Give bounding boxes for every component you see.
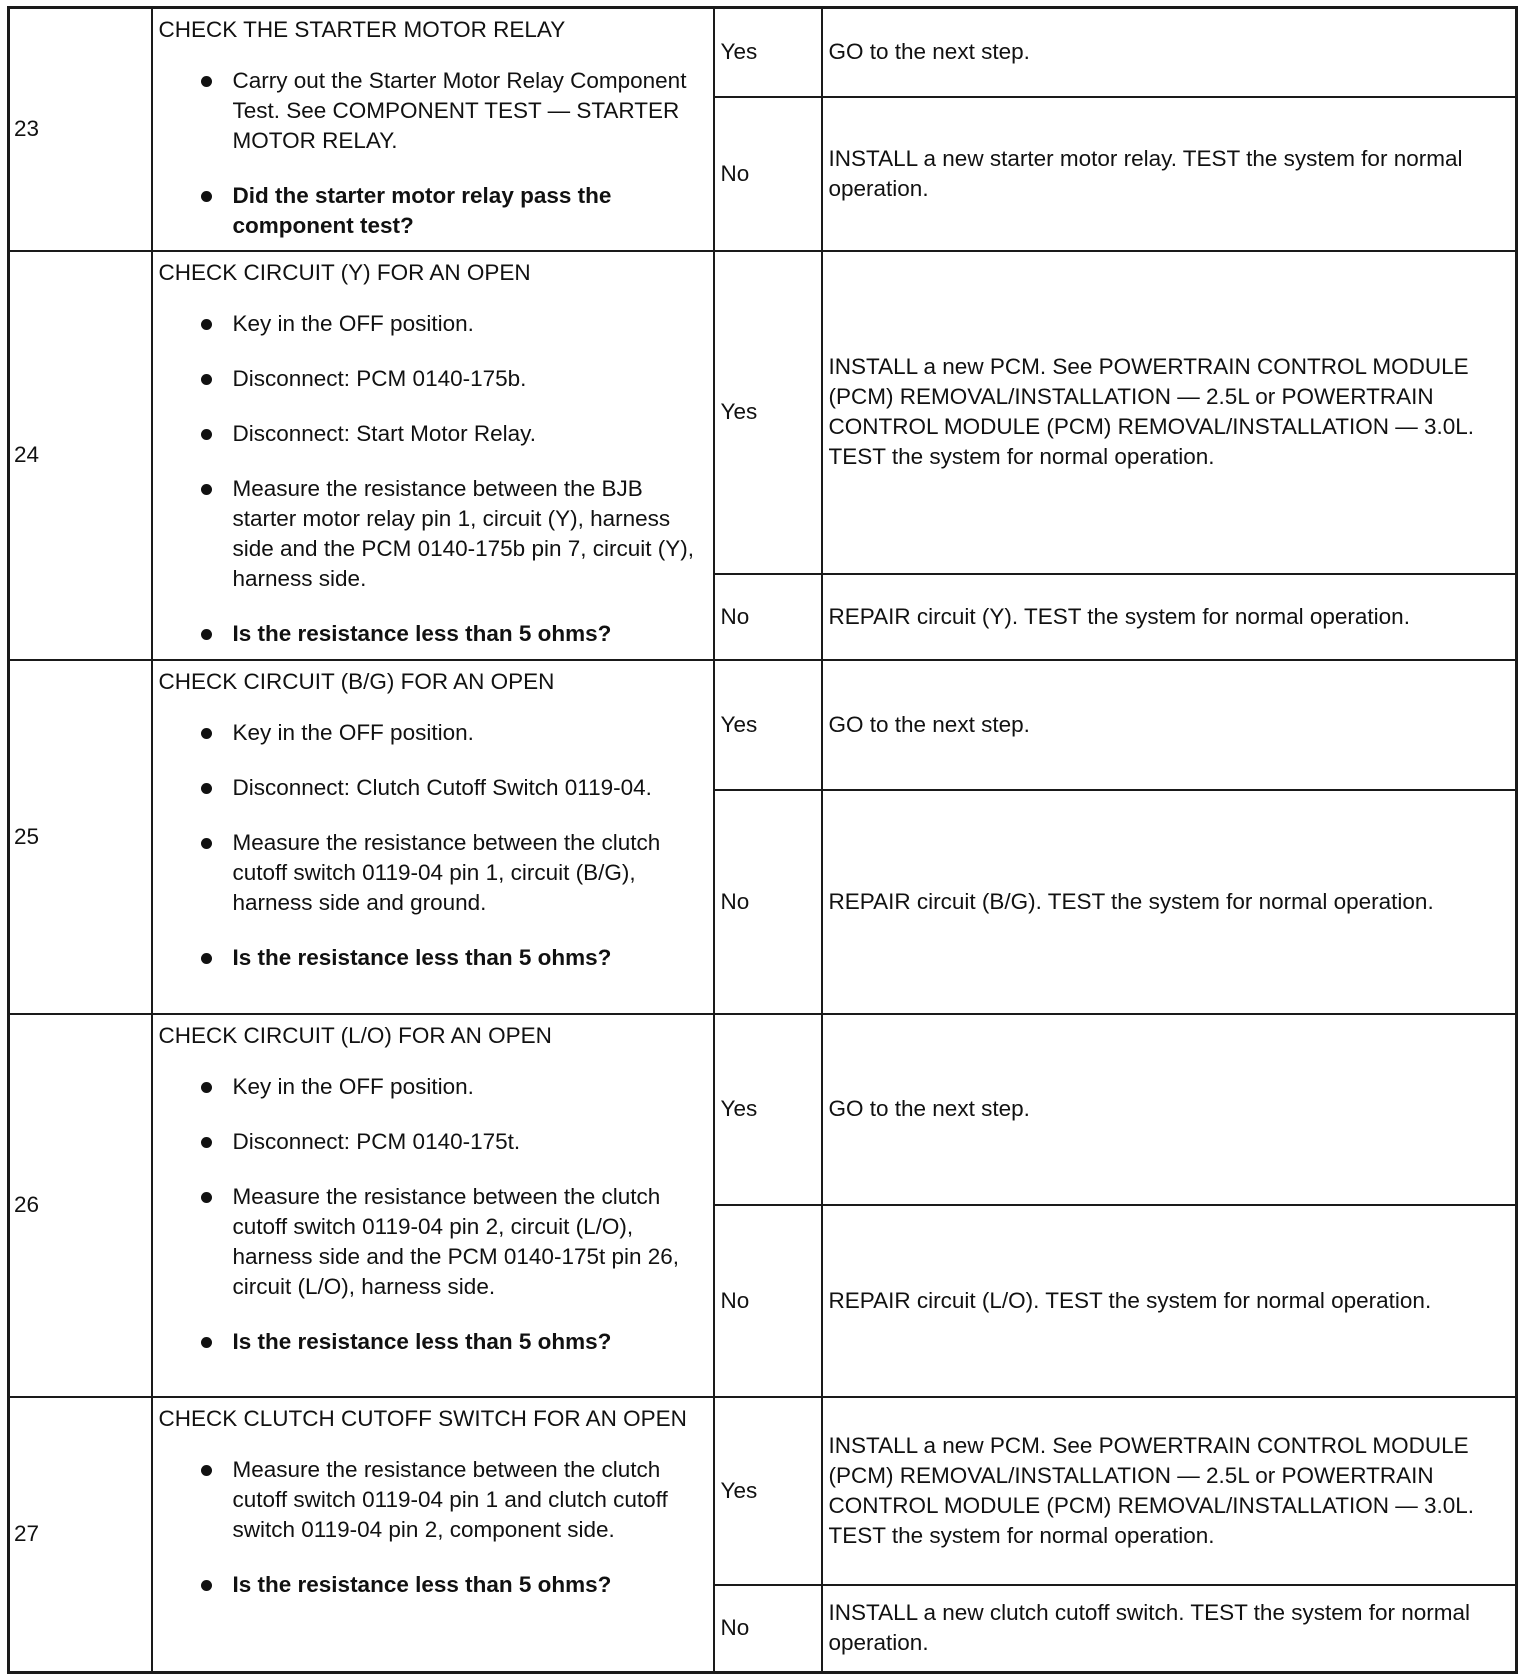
action-item: Measure the resistance between the clutch cutoff switch 0119-04 pin 1 and clutch cutoff switch 0119-04 pin 2, component side. <box>233 1455 707 1545</box>
action-item: Key in the OFF position. <box>233 309 707 339</box>
action-list <box>159 1455 707 1600</box>
result-no-action: REPAIR circuit (Y). TEST the system for normal operation. <box>822 574 1517 660</box>
result-no-action: INSTALL a new starter motor relay. TEST the system for normal operation. <box>822 97 1517 251</box>
step-action-cell <box>152 1014 714 1397</box>
result-no-action: REPAIR circuit (L/O). TEST the system for normal operation. <box>822 1205 1517 1397</box>
action-item: Disconnect: Clutch Cutoff Switch 0119-04. <box>233 773 707 803</box>
step-number: 23 <box>9 8 152 251</box>
action-item: Carry out the Starter Motor Relay Component Test. See COMPONENT TEST — STARTER MOTOR RELAY. <box>233 66 707 156</box>
step-question: Is the resistance less than 5 ohms? <box>233 1570 707 1600</box>
step-row-24-yes <box>9 251 1517 574</box>
result-yes-label: Yes <box>714 1014 822 1205</box>
step-question: Is the resistance less than 5 ohms? <box>233 943 707 973</box>
result-yes-label: Yes <box>714 1397 822 1585</box>
step-number: 24 <box>9 251 152 660</box>
action-item: Disconnect: Start Motor Relay. <box>233 419 707 449</box>
step-action-cell <box>152 8 714 251</box>
step-title: CHECK CLUTCH CUTOFF SWITCH FOR AN OPEN <box>158 1405 687 1431</box>
result-no-action: INSTALL a new clutch cutoff switch. TEST the system for normal operation. <box>822 1585 1517 1673</box>
step-number: 25 <box>9 660 152 1014</box>
step-row-23-yes <box>9 8 1517 97</box>
step-title: CHECK CIRCUIT (Y) FOR AN OPEN <box>158 259 531 285</box>
step-title: CHECK THE STARTER MOTOR RELAY <box>158 17 566 42</box>
action-list <box>159 718 707 973</box>
step-question: Did the starter motor relay pass the component test? <box>233 181 707 241</box>
action-item: Measure the resistance between the clutch cutoff switch 0119-04 pin 2, circuit (L/O), harness side and the PCM 0140-175t pin 26, circuit (L/O), harness side. <box>233 1182 707 1302</box>
action-item: Disconnect: PCM 0140-175b. <box>233 364 707 394</box>
action-item: Measure the resistance between the BJB starter motor relay pin 1, circuit (Y), harness side and the PCM 0140-175b pin 7, circuit (Y), harness side. <box>233 474 707 594</box>
result-no-label: No <box>714 790 822 1014</box>
step-row-25-yes <box>9 660 1517 790</box>
action-list <box>159 1072 707 1357</box>
result-yes-action: GO to the next step. <box>822 1014 1517 1205</box>
result-no-label: No <box>714 1205 822 1397</box>
step-title: CHECK CIRCUIT (L/O) FOR AN OPEN <box>158 1022 552 1048</box>
result-yes-label: Yes <box>714 660 822 790</box>
step-action-cell <box>152 251 714 660</box>
result-yes-action: INSTALL a new PCM. See POWERTRAIN CONTROL MODULE (PCM) REMOVAL/INSTALLATION — 2.5L or POWERTRAIN CONTROL MODULE (PCM) REMOVAL/INSTALLATION — 3.0L. TEST the system for normal operation. <box>822 1397 1517 1585</box>
result-no-label: No <box>714 1585 822 1673</box>
step-number: 27 <box>9 1397 152 1673</box>
result-no-label: No <box>714 574 822 660</box>
result-yes-label: Yes <box>714 251 822 574</box>
step-question: Is the resistance less than 5 ohms? <box>233 619 707 649</box>
step-title: CHECK CIRCUIT (B/G) FOR AN OPEN <box>158 668 555 694</box>
step-action-cell <box>152 1397 714 1673</box>
diagnostic-steps-table <box>7 6 1518 1674</box>
step-row-27-yes <box>9 1397 1517 1585</box>
step-number: 26 <box>9 1014 152 1397</box>
step-question: Is the resistance less than 5 ohms? <box>233 1327 707 1357</box>
action-item: Measure the resistance between the clutch cutoff switch 0119-04 pin 1, circuit (B/G), harness side and ground. <box>233 828 707 918</box>
action-item: Key in the OFF position. <box>233 1072 707 1102</box>
action-list <box>159 66 707 241</box>
result-yes-action: GO to the next step. <box>822 8 1517 97</box>
step-action-cell <box>152 660 714 1014</box>
action-item: Disconnect: PCM 0140-175t. <box>233 1127 707 1157</box>
result-yes-label: Yes <box>714 8 822 97</box>
result-yes-action: INSTALL a new PCM. See POWERTRAIN CONTROL MODULE (PCM) REMOVAL/INSTALLATION — 2.5L or POWERTRAIN CONTROL MODULE (PCM) REMOVAL/INSTALLATION — 3.0L. TEST the system for normal operation. <box>822 251 1517 574</box>
result-no-label: No <box>714 97 822 251</box>
result-no-action: REPAIR circuit (B/G). TEST the system for normal operation. <box>822 790 1517 1014</box>
step-row-26-yes <box>9 1014 1517 1205</box>
action-item: Key in the OFF position. <box>233 718 707 748</box>
result-yes-action: GO to the next step. <box>822 660 1517 790</box>
action-list <box>159 309 707 649</box>
